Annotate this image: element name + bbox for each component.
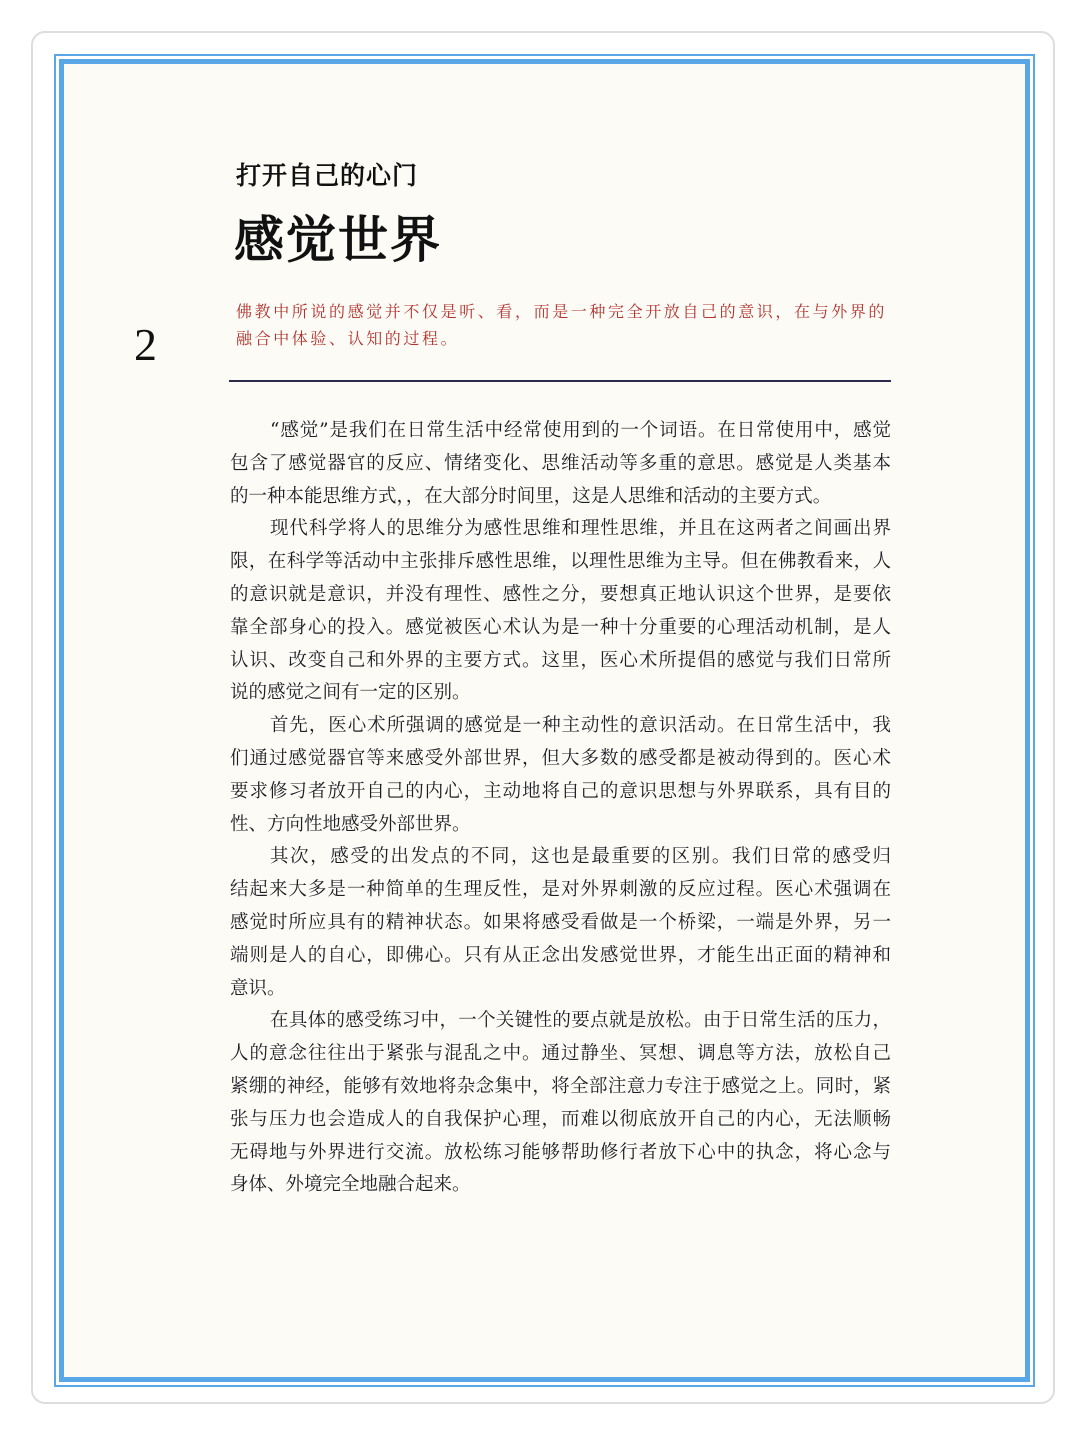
- text-line: 限，在科学等活动中主张排斥感性思维，以理性思维为主导。但在佛教看来，人: [230, 551, 891, 573]
- text-line: 靠全部身心的投入。感觉被医心术认为是一种十分重要的心理活动机制，是人: [230, 616, 891, 638]
- text-line: 身体、外境完全地融合起来。: [230, 1174, 471, 1196]
- text-line: 包含了感觉器官的反应、情绪变化、思维活动等多重的意思。感觉是人类基本: [230, 452, 891, 474]
- section-subtitle: 打开自己的心门: [236, 161, 419, 190]
- paragraph: [230, 513, 891, 710]
- paragraph: [230, 1005, 891, 1202]
- text-line: 认识、改变自己和外界的主要方式。这里，医心术所提倡的感觉与我们日常所: [230, 649, 891, 671]
- text-line: 说的感觉之间有一定的区别。: [230, 682, 471, 704]
- text-line: 们通过感觉器官等来感受外部世界，但大多数的感受都是被动得到的。医心术: [230, 747, 891, 769]
- text-line: 现代科学将人的思维分为感性思维和理性思维，并且在这两者之间画出界: [270, 518, 891, 540]
- body-text: [230, 415, 891, 1202]
- text-line: 紧绷的神经，能够有效地将杂念集中，将全部注意力专注于感觉之上。同时，紧: [230, 1075, 891, 1097]
- paragraph: [230, 841, 891, 1005]
- text-line: 的意识就是意识，并没有理性、感性之分，要想真正地认识这个世界，是要依: [230, 583, 891, 605]
- text-line: 结起来大多是一种简单的生理反性，是对外界刺激的反应过程。医心术强调在: [230, 879, 891, 901]
- text-line: 人的意念往往出于紧张与混乱之中。通过静坐、冥想、调息等方法，放松自己: [230, 1043, 891, 1065]
- text-line: 端则是人的自心，即佛心。只有从正念出发感觉世界，才能生出正面的精神和: [230, 944, 891, 966]
- text-line: 感觉时所应具有的精神状态。如果将感受看做是一个桥梁，一端是外界，另一: [230, 911, 891, 933]
- text-line: 无碍地与外界进行交流。放松练习能够帮助修行者放下心中的执念，将心念与: [230, 1141, 891, 1163]
- text-line: 其次，感受的出发点的不同，这也是最重要的区别。我们日常的感受归: [270, 846, 891, 868]
- paragraph: [230, 415, 891, 513]
- text-line: 意识。: [230, 977, 286, 999]
- intro-text: 佛教中所说的感觉并不仅是听、看，而是一种完全开放自己的意识，在与外界的融合中体验、认知的过程。: [236, 302, 888, 348]
- text-line: 要求修习者放开自己的内心，主动地将自己的意识思想与外界联系，具有目的: [230, 780, 891, 802]
- text-line: 张与压力也会造成人的自我保护心理，而难以彻底放开自己的内心，无法顺畅: [230, 1108, 891, 1130]
- text-line: 在具体的感受练习中，一个关键性的要点就是放松。由于日常生活的压力，: [270, 1010, 891, 1032]
- text-line: 性、方向性地感受外部世界。: [230, 813, 471, 835]
- text-line: 的一种本能思维方式，，在大部分时间里，这是人思维和活动的主要方式。: [230, 485, 832, 507]
- divider: [229, 380, 891, 382]
- text-line: “感觉”是我们在日常生活中经常使用到的一个词语。在日常使用中，感觉: [270, 420, 891, 441]
- text-line: 首先，医心术所强调的感觉是一种主动性的意识活动。在日常生活中，我: [270, 715, 891, 737]
- section-title: 感觉世界: [234, 210, 442, 269]
- chapter-number: 2: [134, 319, 157, 370]
- paragraph: [230, 710, 891, 841]
